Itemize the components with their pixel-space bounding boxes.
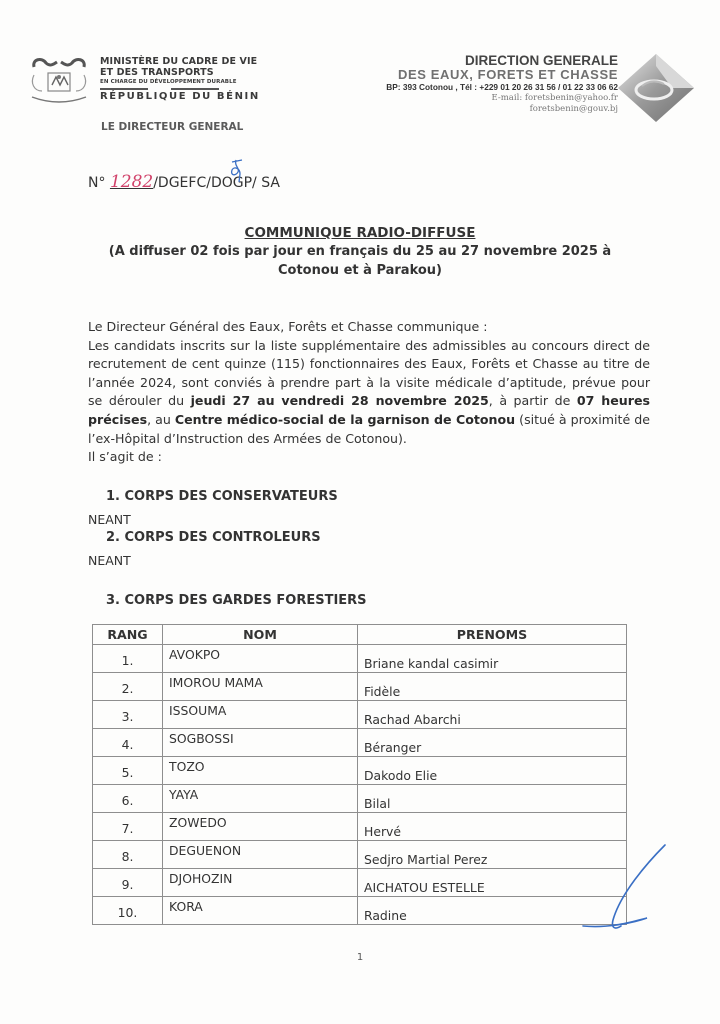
direction-contact: BP: 393 Cotonou , Tél : +229 01 20 26 31 56 / 01 22 33 06 62 xyxy=(386,82,618,92)
reference-suffix: /DGEFC/DOGP/ SA xyxy=(153,175,280,191)
cell-nom: IMOROU MAMA xyxy=(163,673,358,701)
reference-number xyxy=(88,172,280,192)
text-segment: , à partir de xyxy=(488,393,577,409)
list-intro: Il s’agit de : xyxy=(88,449,162,465)
signature-icon xyxy=(575,840,675,935)
cell-nom: ZOWEDO xyxy=(163,813,358,841)
cell-prenoms: Bilal xyxy=(358,785,627,813)
cell-prenoms: Briane kandal casimir xyxy=(358,645,627,673)
title-line2: (A diffuser 02 fois par jour en français du 25 au 27 novembre 2025 à xyxy=(108,244,612,259)
table-row xyxy=(93,869,627,897)
text-segment: , au xyxy=(147,411,175,427)
intro-paragraph: Le Directeur Général des Eaux, Forêts et Chasse communique : xyxy=(88,319,488,334)
main-paragraph xyxy=(88,337,650,449)
ministry-line3: EN CHARGE DU DÉVELOPPEMENT DURABLE xyxy=(100,79,237,85)
republic-name: RÉPUBLIQUE DU BÉNIN xyxy=(100,91,260,102)
table-row xyxy=(93,757,627,785)
table-header-row xyxy=(93,625,627,645)
cell-prenoms: Béranger xyxy=(358,729,627,757)
cell-rang: 7. xyxy=(93,813,163,841)
communique-title xyxy=(0,224,720,280)
cell-rang: 9. xyxy=(93,869,163,897)
cell-rang: 1. xyxy=(93,645,163,673)
direction-line2: DES EAUX, FORETS ET CHASSE xyxy=(397,67,618,82)
section-conservateurs-value: NEANT xyxy=(88,512,131,527)
handwritten-initial-icon xyxy=(226,158,248,184)
section-gardes-forestiers: 3. CORPS DES GARDES FORESTIERS xyxy=(106,593,367,608)
header-rang: RANG xyxy=(93,625,163,645)
direction-header xyxy=(386,53,618,115)
cell-prenoms: Fidèle xyxy=(358,673,627,701)
divider xyxy=(100,88,219,90)
ministry-header xyxy=(100,56,260,102)
table-row xyxy=(93,897,627,925)
cell-prenoms: AICHATOU ESTELLE xyxy=(358,869,627,897)
header-nom: NOM xyxy=(163,625,358,645)
cell-nom: KORA xyxy=(163,897,358,925)
director-title: LE DIRECTEUR GENERAL xyxy=(101,121,244,133)
section-controleurs: 2. CORPS DES CONTROLEURS xyxy=(106,530,321,545)
cell-nom: YAYA xyxy=(163,785,358,813)
candidates-table xyxy=(92,624,627,925)
cell-nom: AVOKPO xyxy=(163,645,358,673)
cell-nom: ISSOUMA xyxy=(163,701,358,729)
table-row xyxy=(93,701,627,729)
table-row xyxy=(93,785,627,813)
table-row xyxy=(93,841,627,869)
reference-prefix: N° xyxy=(88,175,106,191)
cell-rang: 4. xyxy=(93,729,163,757)
direction-email1: E-mail: foretsbenin@yahoo.fr xyxy=(491,93,618,103)
table-row xyxy=(93,813,627,841)
cell-rang: 3. xyxy=(93,701,163,729)
dates-bold: jeudi 27 au vendredi 28 novembre 2025 xyxy=(190,393,489,409)
header-prenoms: PRENOMS xyxy=(358,625,627,645)
location-bold: Centre médico-social de la garnison de Cotonou xyxy=(174,411,516,427)
page-number: 1 xyxy=(356,952,364,963)
table-row xyxy=(93,645,627,673)
handwritten-number: 1282 xyxy=(109,172,154,192)
cell-prenoms: Sedjro Martial Perez xyxy=(358,841,627,869)
ministry-line2: ET DES TRANSPORTS xyxy=(100,67,214,78)
title-main: COMMUNIQUE RADIO-DIFFUSE xyxy=(244,225,476,241)
table-row xyxy=(93,673,627,701)
cell-rang: 10. xyxy=(93,897,163,925)
cell-prenoms: Radine xyxy=(358,897,627,925)
cell-nom: SOGBOSSI xyxy=(163,729,358,757)
cell-rang: 2. xyxy=(93,673,163,701)
direction-email2: foretsbenin@gouv.bj xyxy=(529,104,618,114)
cell-rang: 5. xyxy=(93,757,163,785)
text-segment: (situé à proximité de l’ex-Hôpital d’Instruction des Armées de Cotonou). xyxy=(88,411,650,446)
cell-nom: DJOHOZIN xyxy=(163,869,358,897)
cell-prenoms: Dakodo Elie xyxy=(358,757,627,785)
text-segment: Les candidats inscrits sur la liste supplémentaire des admissibles au concours direct de recrutement de cent quinze (115) fonctionnaires des Eaux, Forêts et Chasse au titre de l’année 2024, sont conviés à prendre part à la visite médicale d’aptitude, prévue pour se dérouler du xyxy=(88,337,650,409)
section-conservateurs: 1. CORPS DES CONSERVATEURS xyxy=(106,489,338,504)
communique-body xyxy=(88,318,650,467)
direction-line1: DIRECTION GENERALE xyxy=(464,53,618,68)
cell-nom: TOZO xyxy=(163,757,358,785)
title-line3: Cotonou et à Parakou) xyxy=(278,263,442,278)
coat-of-arms-icon xyxy=(28,55,90,107)
ministry-line1: MINISTÈRE DU CADRE DE VIE xyxy=(100,56,258,67)
time-bold: 07 heures précises xyxy=(88,393,650,427)
table-row xyxy=(93,729,627,757)
cell-rang: 6. xyxy=(93,785,163,813)
section-controleurs-value: NEANT xyxy=(88,553,131,568)
dgefc-logo-icon xyxy=(614,52,698,124)
cell-rang: 8. xyxy=(93,841,163,869)
cell-prenoms: Rachad Abarchi xyxy=(358,701,627,729)
cell-nom: DEGUENON xyxy=(163,841,358,869)
cell-prenoms: Hervé xyxy=(358,813,627,841)
